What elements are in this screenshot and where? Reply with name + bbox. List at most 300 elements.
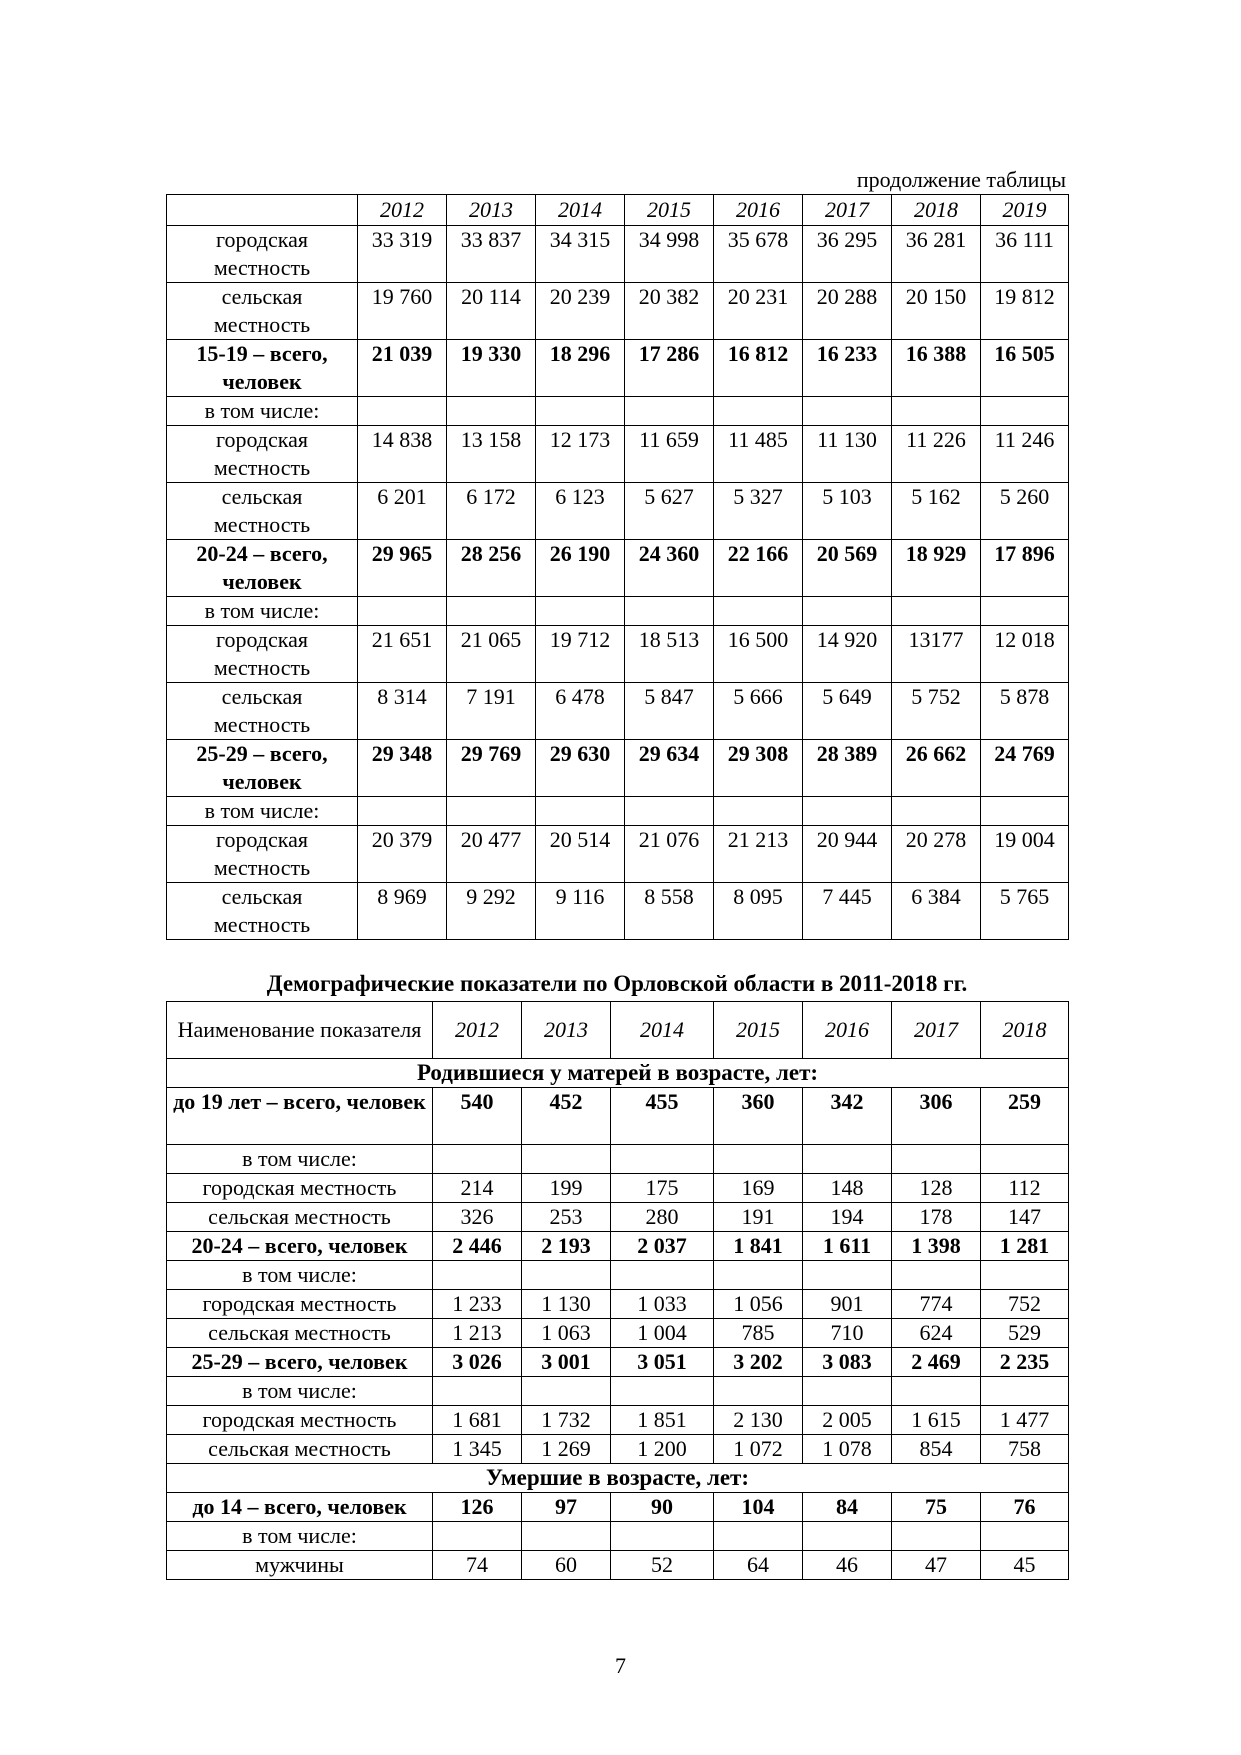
value-cell: 24 360 xyxy=(625,540,714,597)
value-cell: 13177 xyxy=(892,626,981,683)
value-cell xyxy=(522,1145,611,1174)
value-cell: 3 051 xyxy=(611,1348,714,1377)
year-header: 2014 xyxy=(611,1002,714,1059)
table-row xyxy=(167,1377,1069,1406)
value-cell: 342 xyxy=(803,1088,892,1145)
row-label: городская местность xyxy=(167,1290,433,1319)
value-cell: 21 065 xyxy=(447,626,536,683)
table-row xyxy=(167,1261,1069,1290)
row-label: в том числе: xyxy=(167,1145,433,1174)
value-cell: 20 239 xyxy=(536,283,625,340)
value-cell: 1 681 xyxy=(433,1406,522,1435)
value-cell xyxy=(625,797,714,826)
value-cell: 19 712 xyxy=(536,626,625,683)
value-cell: 214 xyxy=(433,1174,522,1203)
year-header: 2018 xyxy=(892,195,981,226)
value-cell: 36 281 xyxy=(892,226,981,283)
value-cell: 360 xyxy=(714,1088,803,1145)
value-cell: 1 078 xyxy=(803,1435,892,1464)
value-cell: 20 278 xyxy=(892,826,981,883)
value-cell: 2 193 xyxy=(522,1232,611,1261)
value-cell: 21 039 xyxy=(358,340,447,397)
value-cell: 20 944 xyxy=(803,826,892,883)
year-header: 2015 xyxy=(625,195,714,226)
table-row xyxy=(167,1088,1069,1145)
value-cell xyxy=(433,1522,522,1551)
value-cell xyxy=(981,397,1069,426)
value-cell: 178 xyxy=(892,1203,981,1232)
value-cell xyxy=(714,597,803,626)
value-cell xyxy=(981,597,1069,626)
section-title: Умершие в возрасте, лет: xyxy=(167,1464,1069,1493)
table-row xyxy=(167,883,1069,940)
value-cell: 76 xyxy=(981,1493,1069,1522)
value-cell: 18 296 xyxy=(536,340,625,397)
value-cell xyxy=(522,1261,611,1290)
row-label: в том числе: xyxy=(167,1377,433,1406)
value-cell xyxy=(803,1377,892,1406)
table-row xyxy=(167,1203,1069,1232)
value-cell: 35 678 xyxy=(714,226,803,283)
value-cell: 21 651 xyxy=(358,626,447,683)
table-row xyxy=(167,1348,1069,1377)
table-row xyxy=(167,1551,1069,1580)
row-label: городская местность xyxy=(167,1174,433,1203)
value-cell xyxy=(892,797,981,826)
year-header: 2014 xyxy=(536,195,625,226)
value-cell: 11 659 xyxy=(625,426,714,483)
value-cell: 5 649 xyxy=(803,683,892,740)
value-cell: 191 xyxy=(714,1203,803,1232)
table-row xyxy=(167,1145,1069,1174)
value-cell: 2 446 xyxy=(433,1232,522,1261)
value-cell: 3 083 xyxy=(803,1348,892,1377)
section-row xyxy=(167,1464,1069,1493)
value-cell: 1 611 xyxy=(803,1232,892,1261)
value-cell xyxy=(892,397,981,426)
value-cell: 2 130 xyxy=(714,1406,803,1435)
table-row xyxy=(167,1290,1069,1319)
value-cell: 11 130 xyxy=(803,426,892,483)
value-cell: 758 xyxy=(981,1435,1069,1464)
value-cell: 6 478 xyxy=(536,683,625,740)
value-cell: 28 256 xyxy=(447,540,536,597)
row-label: 20-24 – всего, человек xyxy=(167,540,358,597)
value-cell xyxy=(714,1377,803,1406)
value-cell: 3 202 xyxy=(714,1348,803,1377)
value-cell xyxy=(892,1522,981,1551)
value-cell: 1 269 xyxy=(522,1435,611,1464)
value-cell: 29 348 xyxy=(358,740,447,797)
table-row xyxy=(167,426,1069,483)
value-cell: 24 769 xyxy=(981,740,1069,797)
row-label: 15-19 – всего, человек xyxy=(167,340,358,397)
value-cell xyxy=(803,1261,892,1290)
value-cell: 20 382 xyxy=(625,283,714,340)
row-label: в том числе: xyxy=(167,1522,433,1551)
row-label: в том числе: xyxy=(167,397,358,426)
value-cell: 34 998 xyxy=(625,226,714,283)
row-label: городская местность xyxy=(167,426,358,483)
value-cell xyxy=(433,1377,522,1406)
row-label: сельская местность xyxy=(167,1203,433,1232)
value-cell: 1 345 xyxy=(433,1435,522,1464)
value-cell: 36 295 xyxy=(803,226,892,283)
row-label: в том числе: xyxy=(167,597,358,626)
value-cell: 11 485 xyxy=(714,426,803,483)
value-cell xyxy=(536,397,625,426)
table-header-row xyxy=(167,195,1069,226)
table-row xyxy=(167,826,1069,883)
value-cell xyxy=(714,797,803,826)
value-cell: 280 xyxy=(611,1203,714,1232)
table-row xyxy=(167,597,1069,626)
value-cell xyxy=(714,1522,803,1551)
row-label: до 19 лет – всего, человек xyxy=(167,1088,433,1145)
value-cell xyxy=(611,1261,714,1290)
value-cell: 16 505 xyxy=(981,340,1069,397)
value-cell: 16 388 xyxy=(892,340,981,397)
table-row xyxy=(167,340,1069,397)
year-header: 2017 xyxy=(803,195,892,226)
table-row xyxy=(167,1319,1069,1348)
table-row xyxy=(167,683,1069,740)
value-cell: 7 445 xyxy=(803,883,892,940)
value-cell: 710 xyxy=(803,1319,892,1348)
value-cell: 46 xyxy=(803,1551,892,1580)
value-cell: 19 812 xyxy=(981,283,1069,340)
year-header: 2019 xyxy=(981,195,1069,226)
value-cell xyxy=(433,1145,522,1174)
value-cell: 1 213 xyxy=(433,1319,522,1348)
value-cell: 1 004 xyxy=(611,1319,714,1348)
table-row xyxy=(167,1174,1069,1203)
value-cell: 90 xyxy=(611,1493,714,1522)
year-header: 2018 xyxy=(981,1002,1069,1059)
value-cell: 752 xyxy=(981,1290,1069,1319)
value-cell: 20 114 xyxy=(447,283,536,340)
row-label: сельская местность xyxy=(167,883,358,940)
value-cell: 33 837 xyxy=(447,226,536,283)
value-cell: 1 233 xyxy=(433,1290,522,1319)
value-cell: 175 xyxy=(611,1174,714,1203)
value-cell: 16 233 xyxy=(803,340,892,397)
value-cell xyxy=(803,397,892,426)
table-row xyxy=(167,1522,1069,1551)
value-cell: 11 246 xyxy=(981,426,1069,483)
value-cell xyxy=(981,1377,1069,1406)
value-cell xyxy=(522,1522,611,1551)
value-cell: 16 812 xyxy=(714,340,803,397)
table-row xyxy=(167,1232,1069,1261)
table-row xyxy=(167,540,1069,597)
value-cell: 33 319 xyxy=(358,226,447,283)
value-cell xyxy=(892,1377,981,1406)
value-cell: 36 111 xyxy=(981,226,1069,283)
value-cell: 1 200 xyxy=(611,1435,714,1464)
value-cell: 28 389 xyxy=(803,740,892,797)
value-cell xyxy=(981,1145,1069,1174)
row-label: сельская местность xyxy=(167,1319,433,1348)
value-cell: 112 xyxy=(981,1174,1069,1203)
value-cell xyxy=(447,397,536,426)
value-cell: 29 630 xyxy=(536,740,625,797)
value-cell: 774 xyxy=(892,1290,981,1319)
value-cell: 854 xyxy=(892,1435,981,1464)
value-cell xyxy=(522,1377,611,1406)
value-cell: 12 173 xyxy=(536,426,625,483)
value-cell: 5 765 xyxy=(981,883,1069,940)
table-header-row xyxy=(167,1002,1069,1059)
value-cell: 20 288 xyxy=(803,283,892,340)
value-cell: 9 292 xyxy=(447,883,536,940)
row-label: сельская местность xyxy=(167,1435,433,1464)
value-cell: 84 xyxy=(803,1493,892,1522)
table-row xyxy=(167,483,1069,540)
value-cell: 2 037 xyxy=(611,1232,714,1261)
row-label: сельская местность xyxy=(167,483,358,540)
year-header: 2013 xyxy=(522,1002,611,1059)
demographics-table xyxy=(166,1001,1069,1580)
value-cell: 20 231 xyxy=(714,283,803,340)
section-row xyxy=(167,1059,1069,1088)
value-cell: 29 769 xyxy=(447,740,536,797)
value-cell: 29 308 xyxy=(714,740,803,797)
row-label: сельская местность xyxy=(167,683,358,740)
value-cell: 22 166 xyxy=(714,540,803,597)
value-cell xyxy=(714,1261,803,1290)
value-cell: 29 634 xyxy=(625,740,714,797)
value-cell: 60 xyxy=(522,1551,611,1580)
value-cell xyxy=(611,1522,714,1551)
value-cell: 5 103 xyxy=(803,483,892,540)
value-cell: 45 xyxy=(981,1551,1069,1580)
value-cell: 74 xyxy=(433,1551,522,1580)
value-cell xyxy=(611,1377,714,1406)
value-cell: 34 315 xyxy=(536,226,625,283)
value-cell: 18 929 xyxy=(892,540,981,597)
value-cell: 128 xyxy=(892,1174,981,1203)
table-row xyxy=(167,626,1069,683)
row-label: сельская местность xyxy=(167,283,358,340)
value-cell: 29 965 xyxy=(358,540,447,597)
table-row xyxy=(167,1406,1069,1435)
value-cell: 7 191 xyxy=(447,683,536,740)
row-label: 20-24 – всего, человек xyxy=(167,1232,433,1261)
value-cell xyxy=(611,1145,714,1174)
value-cell: 14 920 xyxy=(803,626,892,683)
value-cell: 1 033 xyxy=(611,1290,714,1319)
value-cell: 52 xyxy=(611,1551,714,1580)
value-cell xyxy=(447,597,536,626)
row-label: до 14 – всего, человек xyxy=(167,1493,433,1522)
value-cell xyxy=(358,397,447,426)
year-header: 2016 xyxy=(714,195,803,226)
value-cell: 1 072 xyxy=(714,1435,803,1464)
continuation-label: продолжение таблицы xyxy=(856,167,1066,192)
row-label: 25-29 – всего, человек xyxy=(167,740,358,797)
value-cell: 13 158 xyxy=(447,426,536,483)
value-cell: 8 969 xyxy=(358,883,447,940)
value-cell: 5 327 xyxy=(714,483,803,540)
value-cell: 6 384 xyxy=(892,883,981,940)
section-title: Родившиеся у матерей в возрасте, лет: xyxy=(167,1059,1069,1088)
value-cell xyxy=(714,397,803,426)
row-label: мужчины xyxy=(167,1551,433,1580)
value-cell: 199 xyxy=(522,1174,611,1203)
value-cell: 21 076 xyxy=(625,826,714,883)
value-cell: 8 095 xyxy=(714,883,803,940)
value-cell xyxy=(358,797,447,826)
row-label: городская местность xyxy=(167,226,358,283)
value-cell: 5 162 xyxy=(892,483,981,540)
value-cell: 16 500 xyxy=(714,626,803,683)
value-cell: 326 xyxy=(433,1203,522,1232)
value-cell: 5 666 xyxy=(714,683,803,740)
value-cell: 194 xyxy=(803,1203,892,1232)
value-cell xyxy=(803,1522,892,1551)
table-row xyxy=(167,740,1069,797)
value-cell: 5 260 xyxy=(981,483,1069,540)
value-cell: 104 xyxy=(714,1493,803,1522)
value-cell: 1 477 xyxy=(981,1406,1069,1435)
demographics-table-title: Демографические показатели по Орловской области в 2011-2018 гг. xyxy=(266,971,968,996)
value-cell: 20 150 xyxy=(892,283,981,340)
row-label: в том числе: xyxy=(167,1261,433,1290)
page-number: 7 xyxy=(615,1653,626,1678)
value-cell: 901 xyxy=(803,1290,892,1319)
value-cell: 9 116 xyxy=(536,883,625,940)
value-cell xyxy=(803,1145,892,1174)
value-cell: 26 662 xyxy=(892,740,981,797)
value-cell: 6 123 xyxy=(536,483,625,540)
table-row xyxy=(167,226,1069,283)
value-cell: 1 615 xyxy=(892,1406,981,1435)
value-cell xyxy=(981,797,1069,826)
value-cell: 5 627 xyxy=(625,483,714,540)
row-label: 25-29 – всего, человек xyxy=(167,1348,433,1377)
value-cell: 1 398 xyxy=(892,1232,981,1261)
value-cell xyxy=(981,1522,1069,1551)
value-cell: 19 330 xyxy=(447,340,536,397)
value-cell xyxy=(625,397,714,426)
value-cell: 306 xyxy=(892,1088,981,1145)
value-cell: 1 732 xyxy=(522,1406,611,1435)
value-cell: 20 569 xyxy=(803,540,892,597)
value-cell: 5 752 xyxy=(892,683,981,740)
table-row xyxy=(167,797,1069,826)
value-cell xyxy=(447,797,536,826)
value-cell: 253 xyxy=(522,1203,611,1232)
table-row xyxy=(167,397,1069,426)
value-cell: 169 xyxy=(714,1174,803,1203)
value-cell xyxy=(625,597,714,626)
value-cell: 3 001 xyxy=(522,1348,611,1377)
row-label: городская местность xyxy=(167,826,358,883)
indicator-name-header: Наименование показателя xyxy=(167,1002,433,1059)
value-cell: 2 005 xyxy=(803,1406,892,1435)
value-cell: 12 018 xyxy=(981,626,1069,683)
value-cell: 8 558 xyxy=(625,883,714,940)
value-cell: 785 xyxy=(714,1319,803,1348)
value-cell xyxy=(433,1261,522,1290)
value-cell: 259 xyxy=(981,1088,1069,1145)
value-cell: 1 063 xyxy=(522,1319,611,1348)
value-cell: 19 004 xyxy=(981,826,1069,883)
value-cell: 455 xyxy=(611,1088,714,1145)
value-cell: 26 190 xyxy=(536,540,625,597)
value-cell: 75 xyxy=(892,1493,981,1522)
value-cell: 2 235 xyxy=(981,1348,1069,1377)
row-label: городская местность xyxy=(167,626,358,683)
value-cell: 452 xyxy=(522,1088,611,1145)
row-label: в том числе: xyxy=(167,797,358,826)
table-row xyxy=(167,1493,1069,1522)
value-cell xyxy=(536,797,625,826)
value-cell: 1 281 xyxy=(981,1232,1069,1261)
value-cell: 529 xyxy=(981,1319,1069,1348)
value-cell xyxy=(803,597,892,626)
value-cell: 5 878 xyxy=(981,683,1069,740)
table-row xyxy=(167,283,1069,340)
value-cell: 5 847 xyxy=(625,683,714,740)
value-cell: 20 514 xyxy=(536,826,625,883)
value-cell: 19 760 xyxy=(358,283,447,340)
year-header: 2013 xyxy=(447,195,536,226)
value-cell: 8 314 xyxy=(358,683,447,740)
value-cell xyxy=(981,1261,1069,1290)
value-cell: 1 130 xyxy=(522,1290,611,1319)
value-cell xyxy=(892,1145,981,1174)
value-cell: 126 xyxy=(433,1493,522,1522)
year-header: 2017 xyxy=(892,1002,981,1059)
value-cell xyxy=(892,597,981,626)
value-cell xyxy=(358,597,447,626)
value-cell: 2 469 xyxy=(892,1348,981,1377)
value-cell: 20 379 xyxy=(358,826,447,883)
value-cell xyxy=(714,1145,803,1174)
value-cell xyxy=(536,597,625,626)
value-cell: 64 xyxy=(714,1551,803,1580)
value-cell: 624 xyxy=(892,1319,981,1348)
value-cell: 14 838 xyxy=(358,426,447,483)
value-cell xyxy=(892,1261,981,1290)
row-label: городская местность xyxy=(167,1406,433,1435)
value-cell: 1 851 xyxy=(611,1406,714,1435)
value-cell: 17 896 xyxy=(981,540,1069,597)
value-cell: 11 226 xyxy=(892,426,981,483)
table-row xyxy=(167,1435,1069,1464)
value-cell: 97 xyxy=(522,1493,611,1522)
value-cell: 21 213 xyxy=(714,826,803,883)
value-cell xyxy=(803,797,892,826)
year-header: 2012 xyxy=(358,195,447,226)
value-cell: 6 201 xyxy=(358,483,447,540)
value-cell: 147 xyxy=(981,1203,1069,1232)
value-cell: 1 056 xyxy=(714,1290,803,1319)
value-cell: 3 026 xyxy=(433,1348,522,1377)
value-cell: 6 172 xyxy=(447,483,536,540)
year-header: 2015 xyxy=(714,1002,803,1059)
value-cell: 18 513 xyxy=(625,626,714,683)
value-cell: 20 477 xyxy=(447,826,536,883)
value-cell: 1 841 xyxy=(714,1232,803,1261)
year-header: 2016 xyxy=(803,1002,892,1059)
value-cell: 17 286 xyxy=(625,340,714,397)
value-cell: 47 xyxy=(892,1551,981,1580)
age-population-table xyxy=(166,194,1069,940)
value-cell: 148 xyxy=(803,1174,892,1203)
